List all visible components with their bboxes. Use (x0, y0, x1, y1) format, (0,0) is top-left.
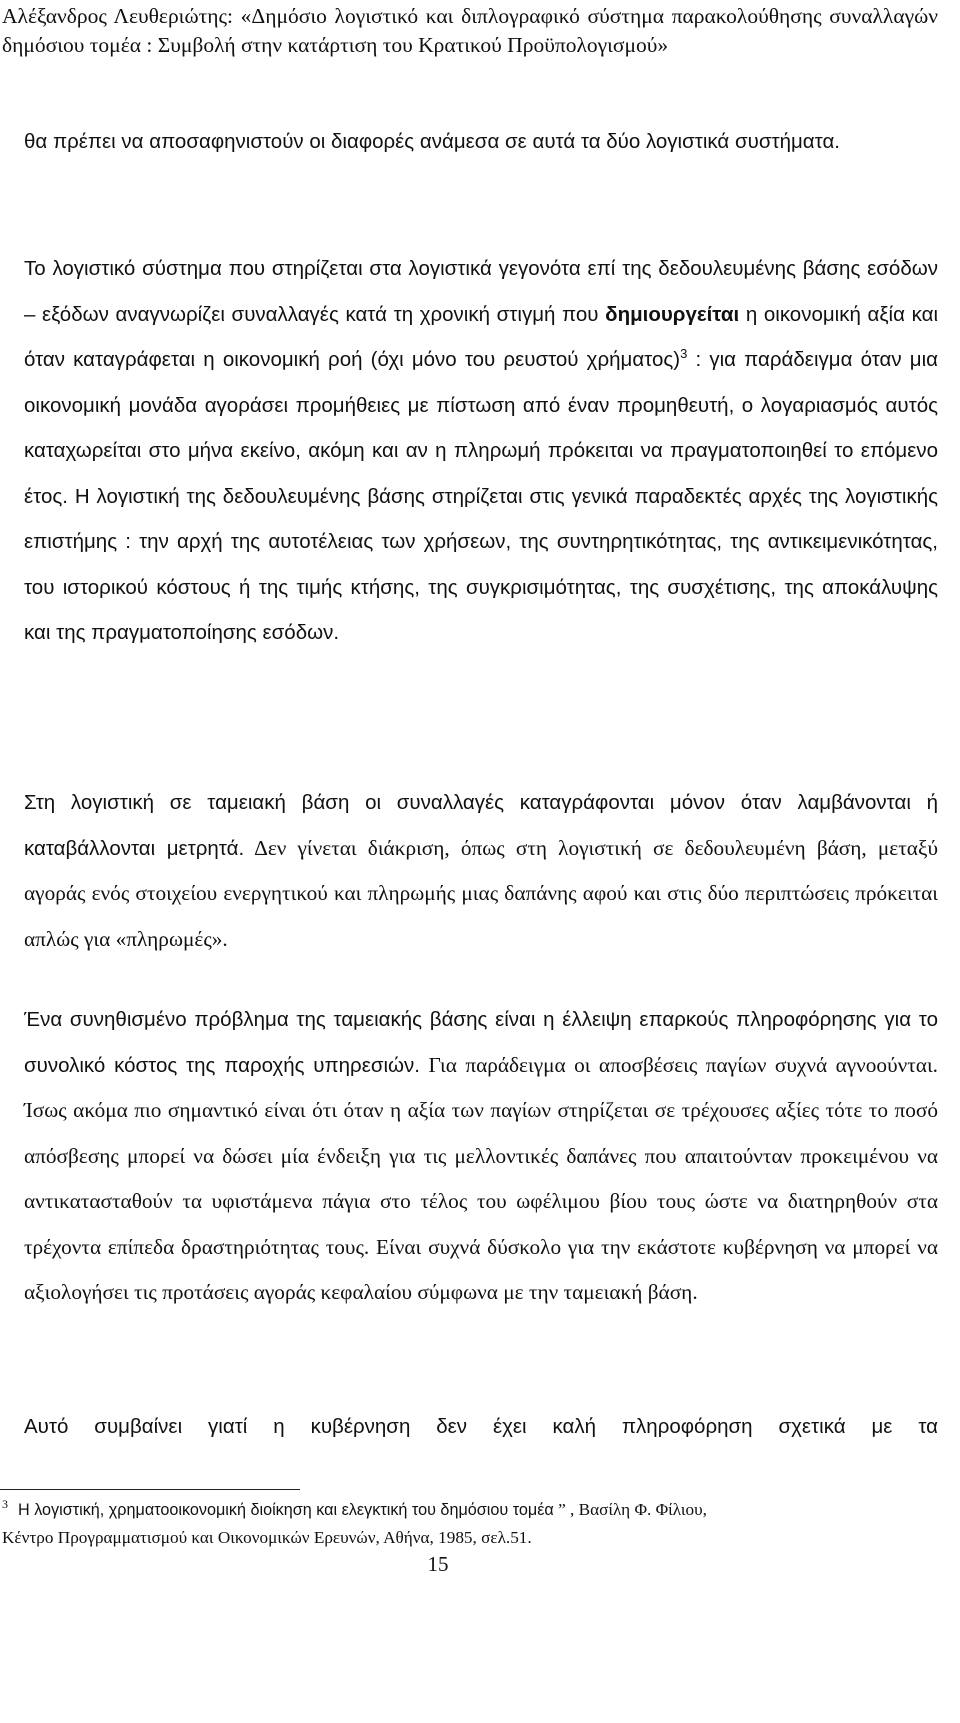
running-header: Αλέξανδρος Λευθεριώτης: «Δημόσιο λογιστικό και διπλογραφικό σύστημα παρακολούθησης συναλλαγών δημόσιου τομέα : Συμβολή στην κατάρτιση του Κρατικού Προϋπολογισμού» (2, 4, 938, 57)
page-number: 15 (427, 1552, 449, 1576)
paragraph-accrual-basis (24, 246, 938, 656)
accrual-text-part2: η οικονομική αξία και όταν καταγράφεται η οικονομική ροή (όχι μόνο του ρευστού χρήματος) (24, 302, 938, 371)
accrual-text-part3: : για παράδειγμα όταν μια οικονομική μονάδα αγοράσει προμήθειες με πίστωση από έναν προμηθευτή, ο λογαριασμός αυτός καταχωρείται στο μήνα εκείνο, ακόμη και αν η πληρωμή πρόκειται να πραγματοποιηθεί το επόμενο έτος. Η λογιστική της δεδουλευμένης βάσης στηρίζεται στις γενικά παραδεκτές αρχές της λογιστικής επιστήμης : την αρχή της αυτοτέλειας των χρήσεων, της συντηρητικότητας, της αντικειμενικότητας, του ιστορικού κόστους ή της τιμής κτήσης, της συγκρισιμότητας, της συσχέτισης, της αποκάλυψης και της πραγματοποίησης εσόδων. (24, 348, 938, 644)
problem-text-sans: Ένα συνηθισμένο πρόβλημα της ταμειακής βάσης είναι η έλλειψη επαρκούς πληροφόρησης για το συνολικό κόστος της παροχής υπηρεσιών. (24, 1008, 938, 1077)
paragraph-government: Αυτό συμβαίνει γιατί η κυβέρνηση δεν έχει καλή πληροφόρηση σχετικά με τα (24, 1415, 938, 1438)
footnote-mark: 3 (2, 1497, 8, 1512)
footnote-reference[interactable]: 3 (680, 346, 688, 362)
paragraph-cash-basis (24, 780, 938, 962)
footnote-publisher: Κέντρο Προγραμματισμού και Οικονομικών Ερευνών, Αθήνα, 1985, σελ.51. (2, 1528, 532, 1547)
problem-text-serif: Για παράδειγμα οι αποσβέσεις παγίων συχνά αγνοούνται. Ίσως ακόμα πιο σημαντικό είναι ότι όταν η αξία των παγίων στηρίζεται σε τρέχουσες αξίες τότε το ποσό απόσβεσης μπορεί να δώσει μία ένδειξη για τις μελλοντικές δαπάνες που απαιτούνταν προκειμένου να αντικατασταθούν τα υφιστάμενα πάγια στο τέλος του ωφέλιμου βίου τους ώστε να διατηρηθούν στα τρέχοντα επίπεδα δραστηριότητας τους. Είναι συχνά δύσκολο για την εκάστοτε κυβέρνηση να μπορεί να αξιολογήσει τις προτάσεις αγοράς κεφαλαίου σύμφωνα με την ταμειακή βάση. (24, 1052, 939, 1304)
footnote-citation: Η λογιστική, χρηματοοικονομική διοίκηση και ελεγκτική του δημόσιου τομέα (18, 1501, 554, 1519)
footnote-author: ” , Βασίλη Φ. Φίλιου, (553, 1500, 707, 1519)
footnote-separator (0, 1489, 300, 1490)
footnote (2, 1496, 938, 1552)
cash-text-serif: Δεν γίνεται διάκριση, όπως στη λογιστική σε δεδουλευμένη βάση, μεταξύ αγοράς ενός στοιχείου ενεργητικού και πληρωμής μιας δαπάνης αφού και στις δύο περιπτώσεις πρόκειται απλώς για «πληρωμές». (24, 835, 938, 951)
cash-text-sans: Στη λογιστική σε ταμειακή βάση οι συναλλαγές καταγράφονται μόνον όταν λαμβάνονται ή καταβάλλονται μετρητά. (24, 791, 938, 860)
paragraph-continuation: θα πρέπει να αποσαφηνιστούν οι διαφορές ανάμεσα σε αυτά τα δύο λογιστικά συστήματα. (24, 130, 840, 153)
paragraph-cash-problem (24, 997, 938, 1316)
accrual-text-part1: Το λογιστικό σύστημα που στηρίζεται στα λογιστικά γεγονότα επί της δεδουλευμένης βάσης εσόδων – εξόδων αναγνωρίζει συναλλαγές κατά τη χρονική στιγμή που (24, 257, 938, 326)
accrual-bold-term: δημιουργείται (605, 302, 740, 326)
